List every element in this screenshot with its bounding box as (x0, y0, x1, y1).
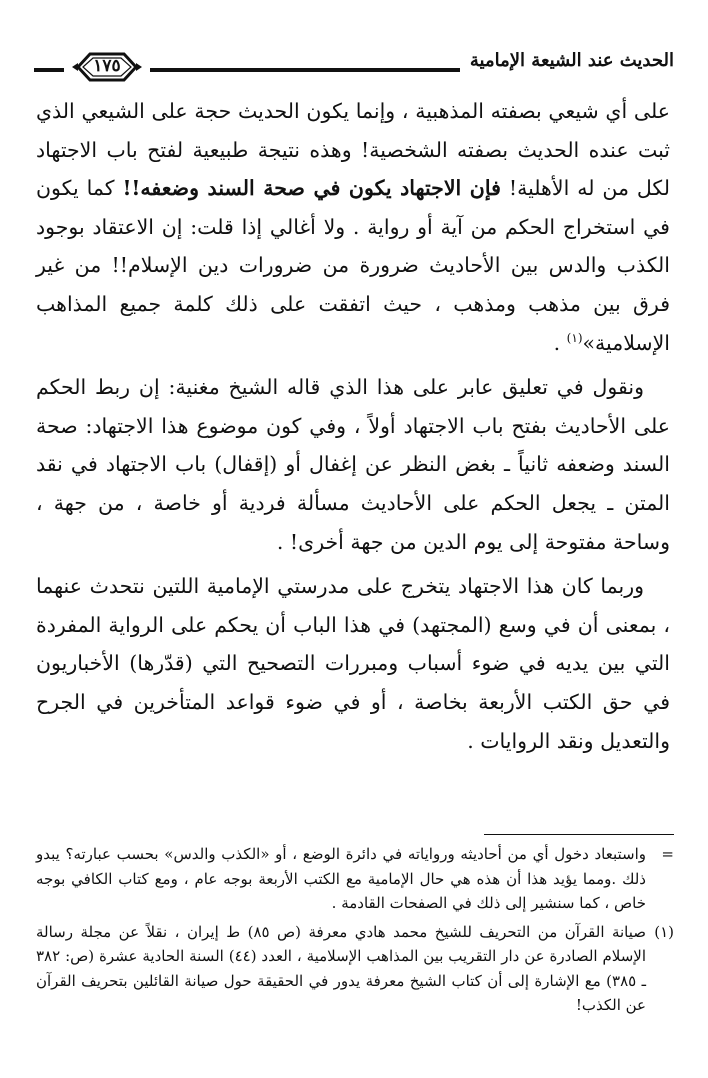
page-number-badge (72, 50, 142, 84)
footnote-separator (484, 834, 674, 835)
footnote-text: صيانة القرآن من التحريف للشيخ محمد هادي معرفة (ص ٨٥) ط إيران ، نقلاً عن مجلة رسالة الإسلام الصادرة عن دار التقريب بين المذاهب الإسلامية ، العدد (٤٤) السنة الحادية عشرة (ص: ٣٨٢ ـ ٣٨٥) مع الإشارة إلى أن كتاب الشيخ معرفة يدور في الحقيقة حول صيانة القائلين بتحريف القرآن عن الكذب! (36, 922, 647, 1014)
emphasized-text: فإن الاجتهاد يكون في صحة السند وضعفه!! (122, 176, 501, 201)
footnotes (36, 842, 674, 1018)
paragraph-1 (36, 92, 670, 362)
footnote-continuation (36, 842, 674, 916)
main-text (36, 92, 670, 760)
header-rule-right (150, 68, 460, 72)
paragraph-3: وربما كان هذا الاجتهاد يتخرج على مدرستي الإمامية اللتين نتحدث عنهما ، بمعنى أن في وسع (المجتهد) في هذا الباب أن يحكم على الرواية المفردة التي بين يديه في ضوء أسباب ومبررات التصحيح التي (قدّرها) الأخباريون في حق الكتب الأربعة بخاصة ، أو في ضوء قواعد المتأخرين في الجرح والتعديل ونقد الروايات . (36, 574, 670, 753)
footnote-text: واستبعاد دخول أي من أحاديثه ورواياته في دائرة الوضع ، أو «الكذب والدس» بحسب عبارته؟ يبدو ذلك .ومما يؤيد هذا أن هذه هي حال الإمامية مع الكتب الأربعة بوجه عام ، ومع كتاب الكافي بوجه خاص ، كما سنشير إلى ذلك في الصفحات القادمة . (36, 845, 646, 912)
paragraph-2: ونقول في تعليق عابر على هذا الذي قاله الشيخ مغنية: إن ربط الحكم على الأحاديث بفتح باب الاجتهاد أولاً ، وفي كون موضوع هذا الاجتهاد: صحة السند وضعفه ثانياً ـ بغض النظر عن إغفال أو (إقفال) باب الاجتهاد في نقد المتن ـ يجعل الحكم على الأحاديث مسألة فردية أو خاصة ، من جهة ، وساحة مفتوحة إلى يوم الدين من جهة أخرى! . (36, 375, 670, 554)
page-header (34, 44, 674, 84)
running-title: الحديث عند الشيعة الإمامية (469, 50, 674, 71)
footnote-reference[interactable]: (١) (566, 330, 583, 345)
header-rule-left (34, 68, 64, 72)
paragraph-text: على أي شيعي بصفته المذهبية ، وإنما يكون الحديث حجة على الشيعي الذي ثبت عنده الحديث بصفته الشخصية! وهذه نتيجة طبيعية لفتح باب الاجتهاد لكل من له الأهلية! (36, 99, 670, 201)
paragraph-text: . (553, 330, 567, 355)
footnote-marker: (١) (654, 922, 674, 941)
paragraph-text: كما يكون في استخراج الحكم من آية أو رواية . ولا أغالي إذا قلت: إن الاعتقاد بوجود الكذب والدس بين الأحاديث ضرورة من ضرورات دين الإسلام!! من غير فرق بين مذهب ومذهب ، حيث اتفقت على ذلك كلمة جميع المذاهب الإسلامية» (36, 176, 670, 355)
footnote-marker: = (661, 845, 674, 863)
footnote-1 (36, 920, 674, 1018)
page-number: ١٧٥ (93, 56, 121, 76)
